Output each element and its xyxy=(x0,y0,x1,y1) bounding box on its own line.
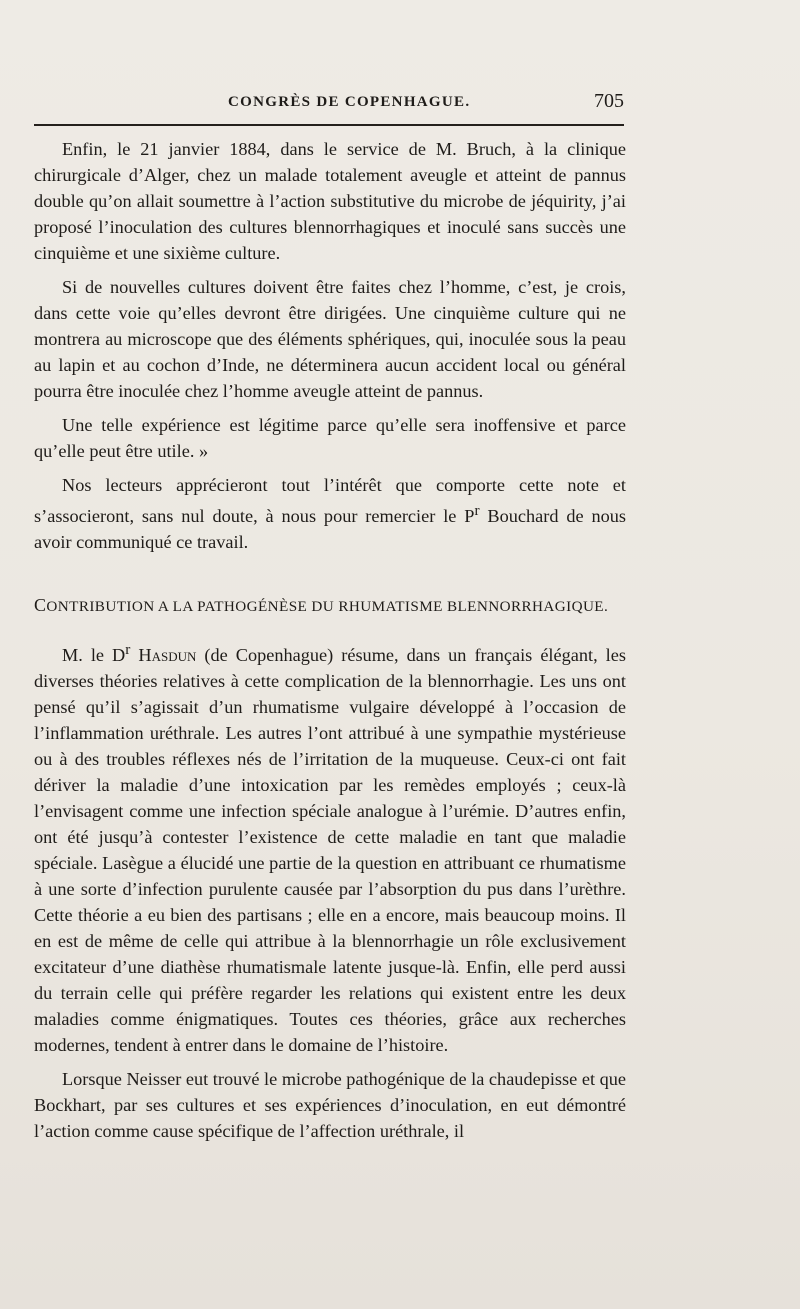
paragraph-5-text: (de Copenhague) résume, dans un français élégant, les diverses théories relatives à cette complication de la blennorrhagie. Les uns ont pensé qu’il s’agissait d’un rhumatisme vulgaire développé à l’occasion de l’inflammation uréthrale. Les autres l’ont attribué à une sympathie mystérieuse ou à des troubles réflexes nés de l’irritation de la muqueuse. Ceux-ci ont fait dériver la maladie d’une intoxication par les remèdes employés ; ceux-là l’envisagent comme une infection spéciale analogue à l’urémie. D’autres enfin, ont été jusqu’à contester l’existence de cette maladie en tant que maladie spéciale. Lasègue a élucidé une partie de la question en attribuant ce rhumatisme à une sorte d’infection purulente causée par l’absorption du pus dans l’urèthre. Cette théorie a eu bien des partisans ; elle en a encore, mais beaucoup moins. Il en est de même de celle qui attribue à la blennorrhagie un rôle exclusivement excitateur d’une diathèse rhumatismale latente jusque-là. Enfin, elle perd aussi du terrain celle qui préfère regarder les relations qui existent entre les deux maladies comme énigmatiques. Toutes ces théories, grâce aux recherches modernes, tendent à entrer dans le domaine de l’histoire. xyxy=(34,645,626,1056)
section-heading-text: ONTRIBUTION A LA PATHOGÉNÈSE DU RHUMATISME BLENNORRHAGIQUE. xyxy=(46,598,609,616)
running-title: CONGRÈS DE COPENHAGUE. xyxy=(228,94,471,110)
paragraph-6: Lorsque Neisser eut trouvé le microbe pathogénique de la chaudepisse et que Bockhart, par ses cultures et ses expériences d’inoculation, en eut démontré l’action comme cause spécifique de l’affection uréthrale, il xyxy=(34,1069,626,1142)
professor-superscript: r xyxy=(474,502,480,519)
paragraph-4 xyxy=(34,472,626,555)
author-name: Hasdun xyxy=(138,645,197,666)
section-heading-initial: C xyxy=(34,595,47,616)
header-rule xyxy=(34,124,624,126)
paragraph-5-start: M. le D xyxy=(62,645,126,666)
page-number: 705 xyxy=(594,90,624,112)
doctor-superscript: r xyxy=(125,641,131,659)
paragraph-2: Si de nouvelles cultures doivent être faites chez l’homme, c’est, je crois, dans cette voie qu’elles devront être dirigées. Une cinquième culture qui ne montrera au microscope que des éléments sphériques, qui, inoculée sous la peau au lapin et au cochon d’Inde, ne déterminera aucun accident local ou général pourra être inoculée chez l’homme aveugle atteint de pannus. xyxy=(34,277,626,401)
paragraph-1: Enfin, le 21 janvier 1884, dans le service de M. Bruch, à la clinique chirurgicale d’Alger, chez un malade totalement aveugle et atteint de pannus double qu’on allait soumettre à l’action substitutive du microbe de jéquirity, j’ai proposé l’inoculation des cultures blennorrhagiques et inoculé sans succès une cinquième et une sixième culture. xyxy=(34,139,626,263)
running-head xyxy=(34,86,624,116)
page-content xyxy=(34,136,626,1152)
paragraph-4-text-a: Nos lecteurs apprécieront tout l’intérêt que comporte cette note et s’associeront, sans nul doute, à nous pour remercier le P xyxy=(34,475,626,527)
paragraph-5 xyxy=(34,637,626,1058)
section-heading xyxy=(34,593,626,619)
paragraph-4-text-b: Bouchard de nous avoir communiqué ce travail. xyxy=(34,506,626,553)
paragraph-3: Une telle expérience est légitime parce qu’elle sera inoffensive et parce qu’elle peut être utile. » xyxy=(34,415,626,461)
